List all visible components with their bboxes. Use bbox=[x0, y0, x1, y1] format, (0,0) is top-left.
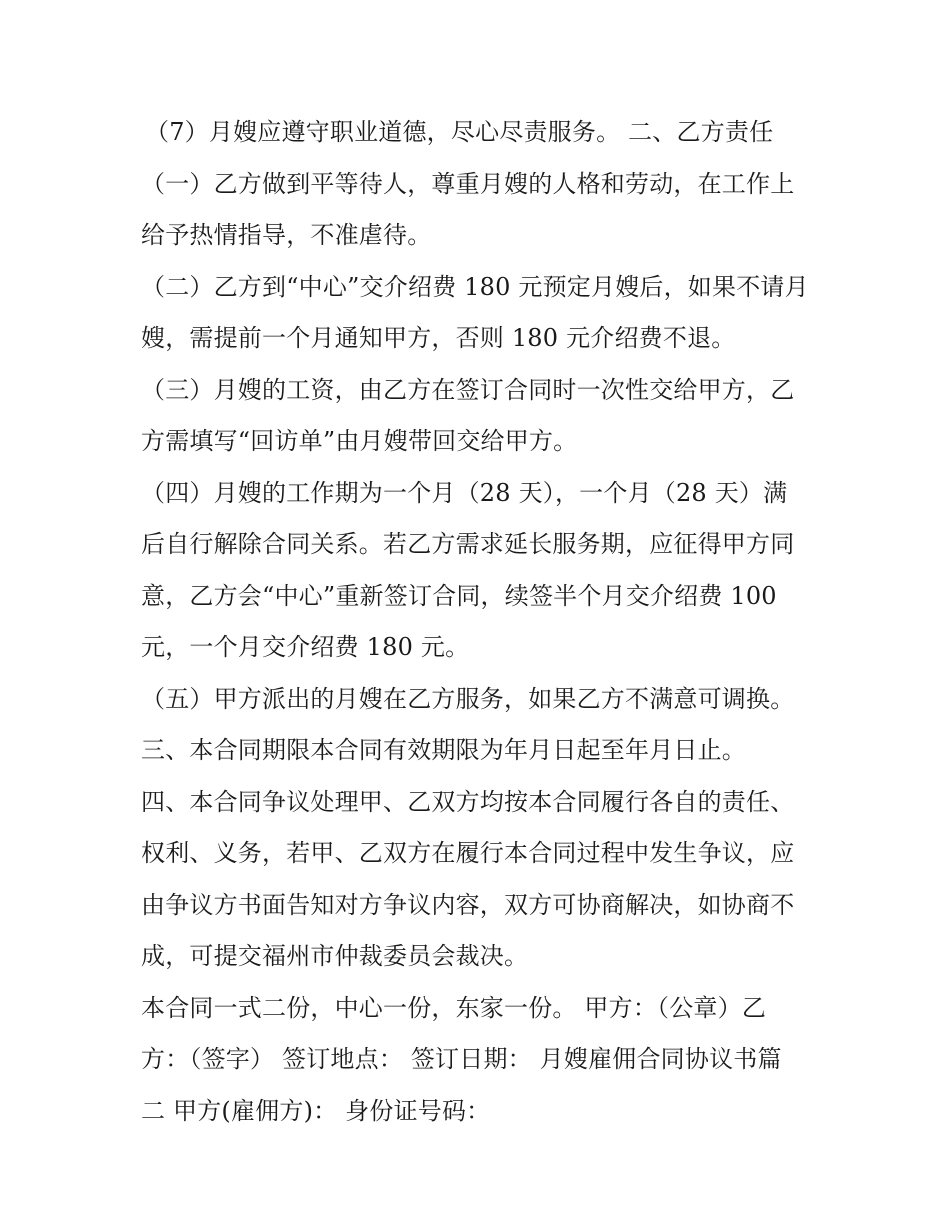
text-line: 元，一个月交介绍费 180 元。 bbox=[141, 633, 470, 661]
text-line: 方需填写“回访单”由月嫂带回交给甲方。 bbox=[141, 427, 578, 455]
text-line: （7）月嫂应遵守职业道德，尽心尽责服务。 二、乙方责任 bbox=[145, 118, 774, 146]
text-line: 二 甲方(雇佣方)： 身份证号码： bbox=[141, 1096, 491, 1125]
text-line: 三、本合同期限本合同有效期限为年月日起至年月日止。 bbox=[141, 736, 746, 764]
text-line: 后自行解除合同关系。若乙方需求延长服务期，应征得甲方同 bbox=[141, 530, 795, 558]
text-line: 意，乙方会“中心”重新签订合同，续签半个月交介绍费 100 bbox=[141, 581, 777, 610]
text-line: （二）乙方到“中心”交介绍费 180 元预定月嫂后，如果不请月 bbox=[141, 272, 809, 301]
text-line: 方：（签字） 签订地点： 签订日期： 月嫂雇佣合同协议书篇 bbox=[141, 1045, 782, 1073]
text-line: 给予热情指导，不准虐待。 bbox=[141, 221, 432, 249]
text-line: 四、本合同争议处理甲、乙双方均按本合同履行各自的责任、 bbox=[141, 787, 795, 816]
text-line: （四）月嫂的工作期为一个月（28 天），一个月（28 天）满 bbox=[141, 478, 788, 507]
text-line: （五）甲方派出的月嫂在乙方服务，如果乙方不满意可调换。 bbox=[141, 684, 795, 713]
text-line: （三）月嫂的工资，由乙方在签订合同时一次性交给甲方，乙 bbox=[141, 375, 795, 404]
text-line: 成，可提交福州市仲裁委员会裁决。 bbox=[141, 942, 529, 970]
contract-text bbox=[141, 107, 821, 1137]
text-line: 由争议方书面告知对方争议内容，双方可协商解决，如协商不 bbox=[141, 890, 795, 919]
text-line: （一）乙方做到平等待人，尊重月嫂的人格和劳动，在工作上 bbox=[141, 169, 795, 198]
text-line: 权利、义务，若甲、乙双方在履行本合同过程中发生争议，应 bbox=[141, 839, 795, 867]
text-line: 嫂，需提前一个月通知甲方，否则 180 元介绍费不退。 bbox=[141, 324, 736, 352]
text-line: 本合同一式二份，中心一份，东家一份。 甲方：（公章）乙 bbox=[141, 993, 767, 1022]
